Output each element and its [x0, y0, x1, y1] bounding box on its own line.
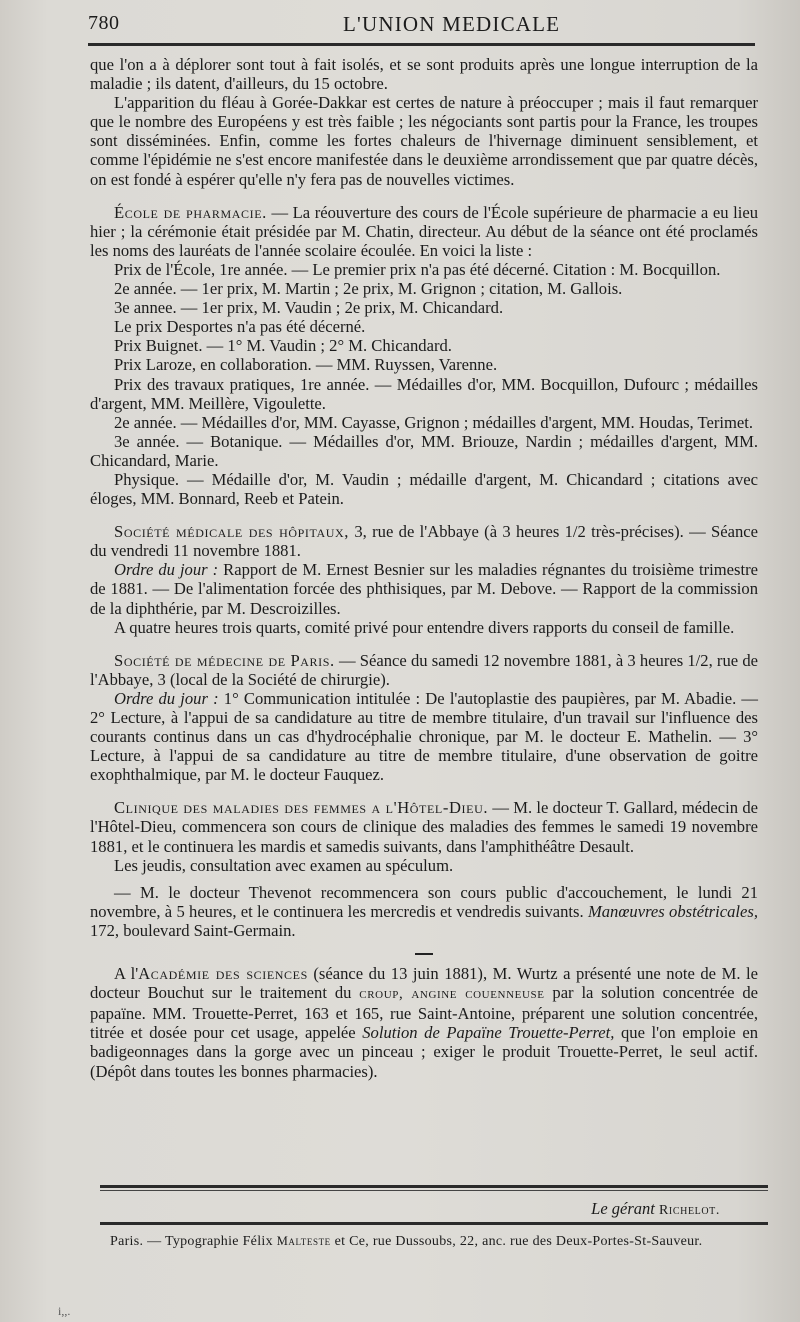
section-societe-paris: [90, 651, 758, 689]
section-heading: Société de médecine de Paris.: [114, 650, 335, 670]
agenda-label: Ordre du jour :: [114, 688, 219, 708]
section-clinique: [90, 798, 758, 855]
footer-rule-bottom: [100, 1222, 768, 1225]
section-separator: [90, 946, 758, 960]
product-name: Solution de Papaïne Trouette-Perret,: [362, 1023, 615, 1043]
journal-title: L'UNION MEDICALE: [343, 12, 561, 36]
paragraph-goree-dakkar: L'apparition du fléau à Gorée-Dakkar est certes de nature à préoccuper ; mais il faut remarquer que le nombre des Européens y est très faible ; les négociants sont partis pour la France, les troupes sont disséminées. Enfin, comme les fortes chaleurs de l'hivernage diminuent sensiblement, et comme l'épidémie ne s'est encore manifestée dans le deuxième arrondissement que par quatre décès, on est fondé à espérer qu'elle n'y fera pas de nouvelles victimes.: [90, 93, 758, 189]
prize-travaux-pratiques: Prix des travaux pratiques, 1re année. — Médailles d'or, MM. Bocquillon, Dufourc ; médailles d'argent, MM. Meillère, Vigoulette.: [90, 374, 758, 413]
page-number: 780: [88, 12, 120, 34]
section-heading: Société médicale des hôpitaux,: [114, 522, 350, 542]
paragraph-comite: A quatre heures trois quarts, comité privé pour entendre divers rapports du conseil de famille.: [114, 617, 735, 637]
thevenot-address: 172, boulevard Saint-Germain.: [90, 920, 296, 940]
section-text: — La réouverture des cours de l'École supérieure de pharmacie a eu lieu hier ; la cérémonie était présidée par M. Chatin, directeur. Au début de la séance ont été proclamés les noms des lauréats de l'année scolaire écoulée. En voici la liste :: [90, 202, 758, 260]
section-text: — M. le docteur T. Gallard, médecin de l'Hôtel-Dieu, commencera son cours de clinique des maladies des femmes le samedi 19 novembre 1881, et le continuera les mardis et samedis suivants, dans l'amphithéâtre Desault.: [90, 798, 758, 856]
gerant-label: Le gérant: [591, 1199, 655, 1218]
prize-travaux-second-year: 2e année. — Médailles d'or, MM. Cayasse, Grignon ; médailles d'argent, MM. Houdas, Terimet.: [114, 412, 754, 432]
thevenot-text: — M. le docteur Thevenot recommencera son cours public d'accouchement, le lundi 21 novembre, à 5 heures, et le continuera les mercredis et vendredis suivants.: [90, 882, 758, 921]
margin-mark: i,,.: [58, 1304, 71, 1318]
agenda-text: 1° Communication intitulée : De l'autoplastie des paupières, par M. Abadie. — 2° Lecture, à l'appui de sa candidature au titre de membre titulaire, d'un travail sur l'influence des courants continus dans un cas d'hydrocéphalie chronique, par M. le docteur E. Mathelin. — 3° Lecture, à l'appui de sa candidature au titre de membre titulaire, d'une observation de goitre exophthalmique, par M. le docteur Fauquez.: [90, 688, 758, 785]
academie-text-3: que l'on emploie en badigeonnages dans la gorge avec un pinceau ; exiger le produit Trouette-Perret, le seul actif. (Dépôt dans toutes les bonnes pharmacies).: [90, 1023, 759, 1081]
paragraph-jeudis: Les jeudis, consultation avec examen au spéculum.: [114, 855, 454, 875]
imprint-printer-name: Malteste: [276, 1234, 331, 1248]
agenda-text: Rapport de M. Ernest Besnier sur les maladies régnantes du troisième trimestre de 1881. — De l'alimentation forcée des phthisiques, par M. Debove. — Rapport de la commission de la diphthérie, par M. Descroizilles.: [90, 560, 758, 618]
separator-dash: [415, 953, 433, 955]
prize-third-year: 3e annee. — 1er prix, M. Vaudin ; 2e prix, M. Chicandard.: [114, 298, 504, 318]
paragraph-thevenot: [90, 883, 758, 940]
footer-rule-top: [100, 1185, 768, 1188]
prize-laroze: Prix Laroze, en collaboration. — MM. Ruyssen, Varenne.: [114, 355, 498, 375]
imprint-text-2: et Ce, rue Dussoubs, 22, anc. rue des Deux-Portes-St-Sauveur.: [330, 1234, 703, 1249]
section-academie: [90, 964, 758, 1081]
footer-rule-thin: [100, 1190, 768, 1191]
article-body: [90, 55, 758, 1081]
croup-term: croup, angine couenneuse: [359, 986, 545, 1003]
academie-text-1: (séance du 13 juin 1881), M. Wurtz a présenté une note de M. le docteur Bouchut sur le traitement du: [90, 964, 758, 1003]
agenda-label: Ordre du jour :: [114, 560, 219, 580]
academie-prefix: A l': [114, 964, 139, 984]
gerant-line: [420, 1199, 720, 1219]
section-heading: École de pharmacie.: [114, 202, 267, 222]
academie-text-2: par la solution concentrée de papaïne. MM. Trouette-Perret, 163 et 165, rue Saint-Antoine, préparent une solution concentrée, titrée et dosée pour cet usage, appelée: [90, 983, 758, 1043]
prize-travaux-third-year: 3e année. — Botanique. — Médailles d'or, MM. Briouze, Nardin ; médailles d'argent, MM. Chicandard, Marie.: [90, 431, 758, 470]
section-heading: Académie des sciences: [138, 964, 308, 984]
printer-imprint: [110, 1234, 770, 1250]
prize-second-year: 2e année. — 1er prix, M. Martin ; 2e prix, M. Grignon ; citation, M. Gallois.: [114, 279, 623, 299]
prize-buignet: Prix Buignet. — 1° M. Vaudin ; 2° M. Chicandard.: [114, 336, 452, 356]
prize-desportes: Le prix Desportes n'a pas été décerné.: [114, 317, 366, 337]
section-ecole-pharmacie: [90, 203, 758, 260]
header-rule: [88, 43, 755, 46]
section-societe-hopitaux: [90, 522, 758, 560]
thevenot-course-title: Manœuvres obstétricales,: [587, 901, 758, 921]
imprint-text-1: Paris. — Typographie Félix: [110, 1234, 277, 1249]
section-heading: Clinique des maladies des femmes a l'Hôtel-Dieu.: [114, 798, 489, 818]
prize-physique: Physique. — Médaille d'or, M. Vaudin ; médaille d'argent, M. Chicandard ; citations avec éloges, MM. Bonnard, Reeb et Patein.: [90, 469, 758, 509]
section-text: — Séance du samedi 12 novembre 1881, à 3 heures 1/2, rue de l'Abbaye, 3 (local de la Société de chirurgie).: [90, 650, 758, 689]
agenda-hopitaux: [90, 560, 758, 617]
section-text: 3, rue de l'Abbaye (à 3 heures 1/2 très-précises). — Séance du vendredi 11 novembre 1881.: [90, 522, 759, 561]
prize-ecole: Prix de l'École, 1re année. — Le premier prix n'a pas été décerné. Citation : M. Bocquillon.: [114, 259, 721, 279]
page-header: [88, 12, 753, 38]
agenda-paris: [90, 689, 758, 784]
gerant-name: Richelot.: [658, 1203, 720, 1218]
paragraph-epidemic-end: que l'on a à déplorer sont tout à fait isolés, et se sont produits après une longue interruption de la maladie ; ils datent, d'ailleurs, du 15 octobre.: [90, 55, 758, 94]
